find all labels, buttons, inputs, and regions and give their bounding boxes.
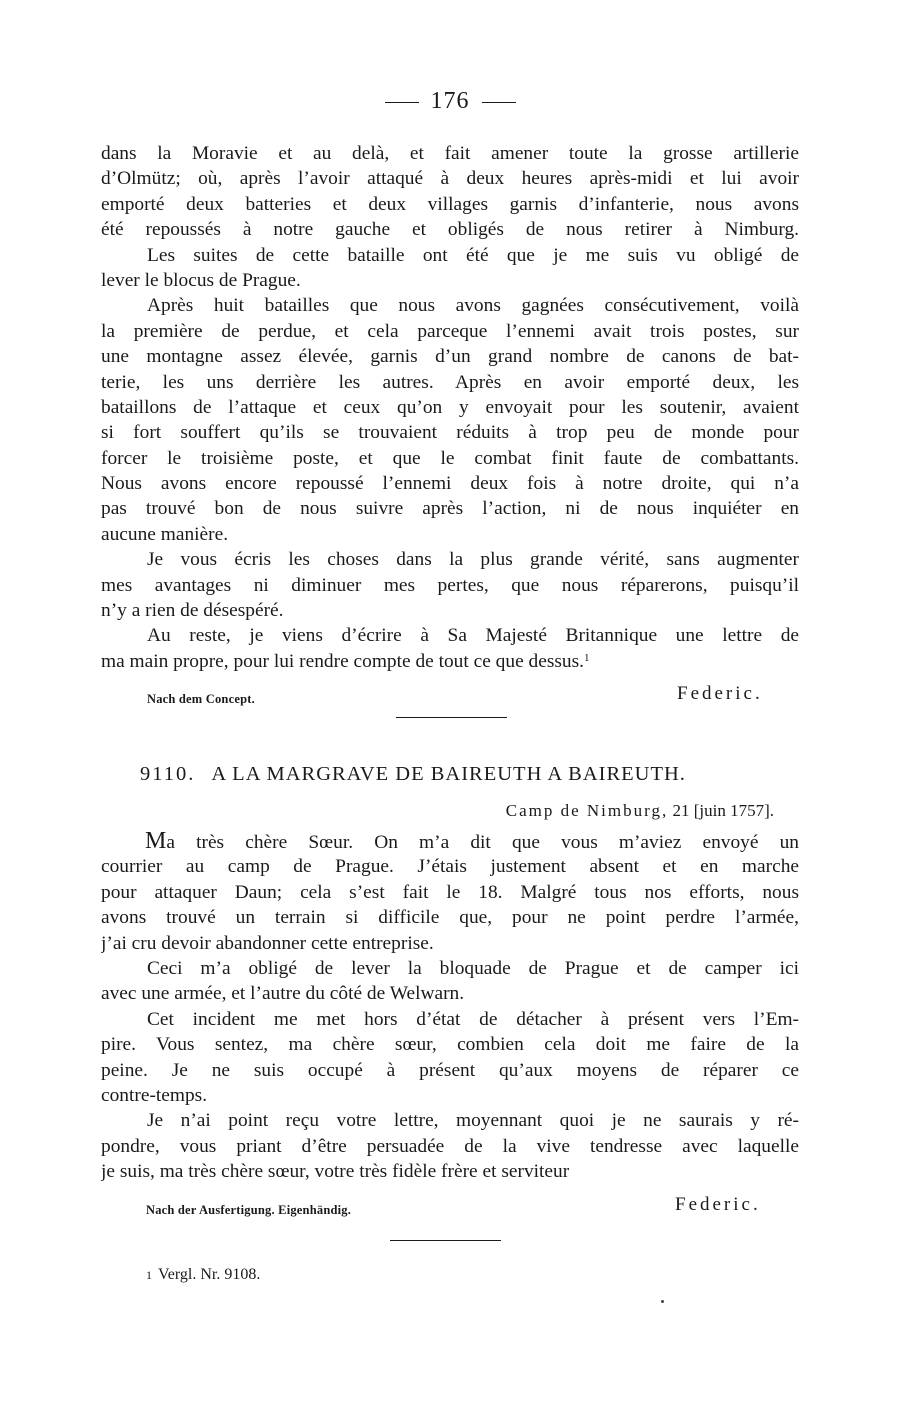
text-line: aucune manière.	[101, 523, 229, 545]
text-line: mes avantages ni diminuer mes pertes, que nous réparerons, puisqu’il	[101, 574, 799, 596]
text-line: été repoussés à notre gauche et obligés de nous retirer à Nimburg.	[101, 219, 799, 241]
letter-number: 9110.	[140, 763, 196, 785]
text-line: une montagne assez élevée, garnis d’un grand nombre de canons de bat-	[101, 346, 799, 368]
text-line: avec une armée, et l’autre du côté de Welwarn.	[101, 983, 465, 1005]
section-divider	[396, 717, 507, 718]
page-number	[0, 88, 900, 115]
text-line: si fort souffert qu’ils se trouvaient réduits à trop peu de monde pour	[101, 422, 799, 444]
text-line: Je n’ai point reçu votre lettre, moyennant quoi je ne saurais y ré-	[147, 1110, 799, 1132]
text-line: Nous avons encore repoussé l’ennemi deux fois à notre droite, qui n’a	[101, 473, 799, 495]
footnote-marker: 1	[146, 1268, 152, 1282]
text-line: la première de perdue, et cela parceque l’ennemi avait trois postes, sur	[101, 320, 799, 342]
text-line: peine. Je ne suis occupé à présent qu’aux moyens de réparer ce	[101, 1059, 799, 1081]
text-line: Au reste, je viens d’écrire à Sa Majesté Britannique une lettre de	[147, 625, 799, 647]
text-line: bataillons de l’attaque et ceux qu’on y envoyait pour les soutenir, avaient	[101, 396, 799, 418]
text-line: j’ai cru devoir abandonner cette entreprise.	[101, 932, 434, 954]
dateline-place: Camp de Nimburg,	[505, 801, 669, 820]
letter-2-body	[101, 829, 799, 1184]
text-line: dans la Moravie et au delà, et fait amener toute la grosse artillerie	[101, 143, 799, 164]
text-line: Les suites de cette bataille ont été que je me suis vu obligé de	[147, 244, 799, 266]
page-number-rule-right	[482, 102, 516, 103]
text-line: pas trouvé bon de nous suivre après l’action, ni de nous inquiéter en	[101, 498, 799, 520]
text-line: forcer le troisième poste, et que le combat finit faute de combattants.	[101, 447, 799, 469]
text-line: Cet incident me met hors d’état de détacher à présent vers l’Em-	[147, 1008, 799, 1030]
letter-1-body	[101, 141, 799, 674]
text-line: ma main propre, pour lui rendre compte de tout ce que dessus.	[101, 650, 585, 672]
source-note: Nach der Ausfertigung. Eigenhändig.	[146, 1203, 352, 1217]
print-speck	[661, 1300, 664, 1303]
text-line: lever le blocus de Prague.	[101, 269, 301, 291]
footnote-divider	[390, 1240, 501, 1241]
text-line: n’y a rien de désespéré.	[101, 600, 284, 622]
source-note: Nach dem Concept.	[147, 692, 255, 706]
text-line: pour attaquer Daun; cela s’est fait le 18. Malgré tous nos efforts, nous	[101, 881, 799, 903]
text-line: Je vous écris les choses dans la plus grande vérité, sans augmenter	[147, 549, 799, 571]
text-line: pire. Vous sentez, ma chère sœur, combien cela doit me faire de la	[101, 1034, 799, 1056]
text-line: emporté deux batteries et deux villages garnis d’infanterie, nous avons	[101, 193, 799, 215]
footnote-text: Vergl. Nr. 9108.	[158, 1266, 261, 1283]
signature: Federic.	[677, 683, 763, 704]
dateline	[506, 801, 774, 821]
text-line: courrier au camp de Prague. J’étais justement absent et en marche	[101, 856, 799, 878]
text-line-with-footnote-ref	[101, 649, 799, 674]
text-line: avons trouvé un terrain si difficile que, pour ne point perdre l’armée,	[101, 907, 799, 929]
text-line: Après huit batailles que nous avons gagnées consécutivement, voilà	[147, 295, 799, 317]
letter-title: A LA MARGRAVE DE BAIREUTH A BAIREUTH.	[211, 763, 686, 785]
page-number-text: 176	[430, 88, 470, 114]
text-line: terie, les uns derrière les autres. Après en avoir emporté deux, les	[101, 371, 799, 393]
dropcap: M	[145, 829, 167, 854]
dateline-date: 21 [juin 1757].	[672, 801, 774, 820]
page-number-rule-left	[385, 102, 419, 103]
text-line: je suis, ma très chère sœur, votre très fidèle frère et serviteur	[101, 1161, 570, 1183]
text-line: pondre, vous priant d’être persuadée de la vive tendresse avec laquelle	[101, 1135, 799, 1157]
footnote-ref: 1	[584, 651, 590, 664]
text-line-with-dropcap	[101, 829, 799, 854]
text-line: a très chère Sœur. On m’a dit que vous m’aviez envoyé un	[166, 832, 799, 853]
text-line: Ceci m’a obligé de lever la bloquade de Prague et de camper ici	[147, 957, 799, 979]
letter-heading	[140, 763, 686, 786]
text-line: d’Olmütz; où, après l’avoir attaqué à deux heures après-midi et lui avoir	[101, 168, 799, 190]
text-line: contre-temps.	[101, 1084, 208, 1106]
signature: Federic.	[675, 1194, 761, 1215]
footnote	[146, 1266, 260, 1284]
